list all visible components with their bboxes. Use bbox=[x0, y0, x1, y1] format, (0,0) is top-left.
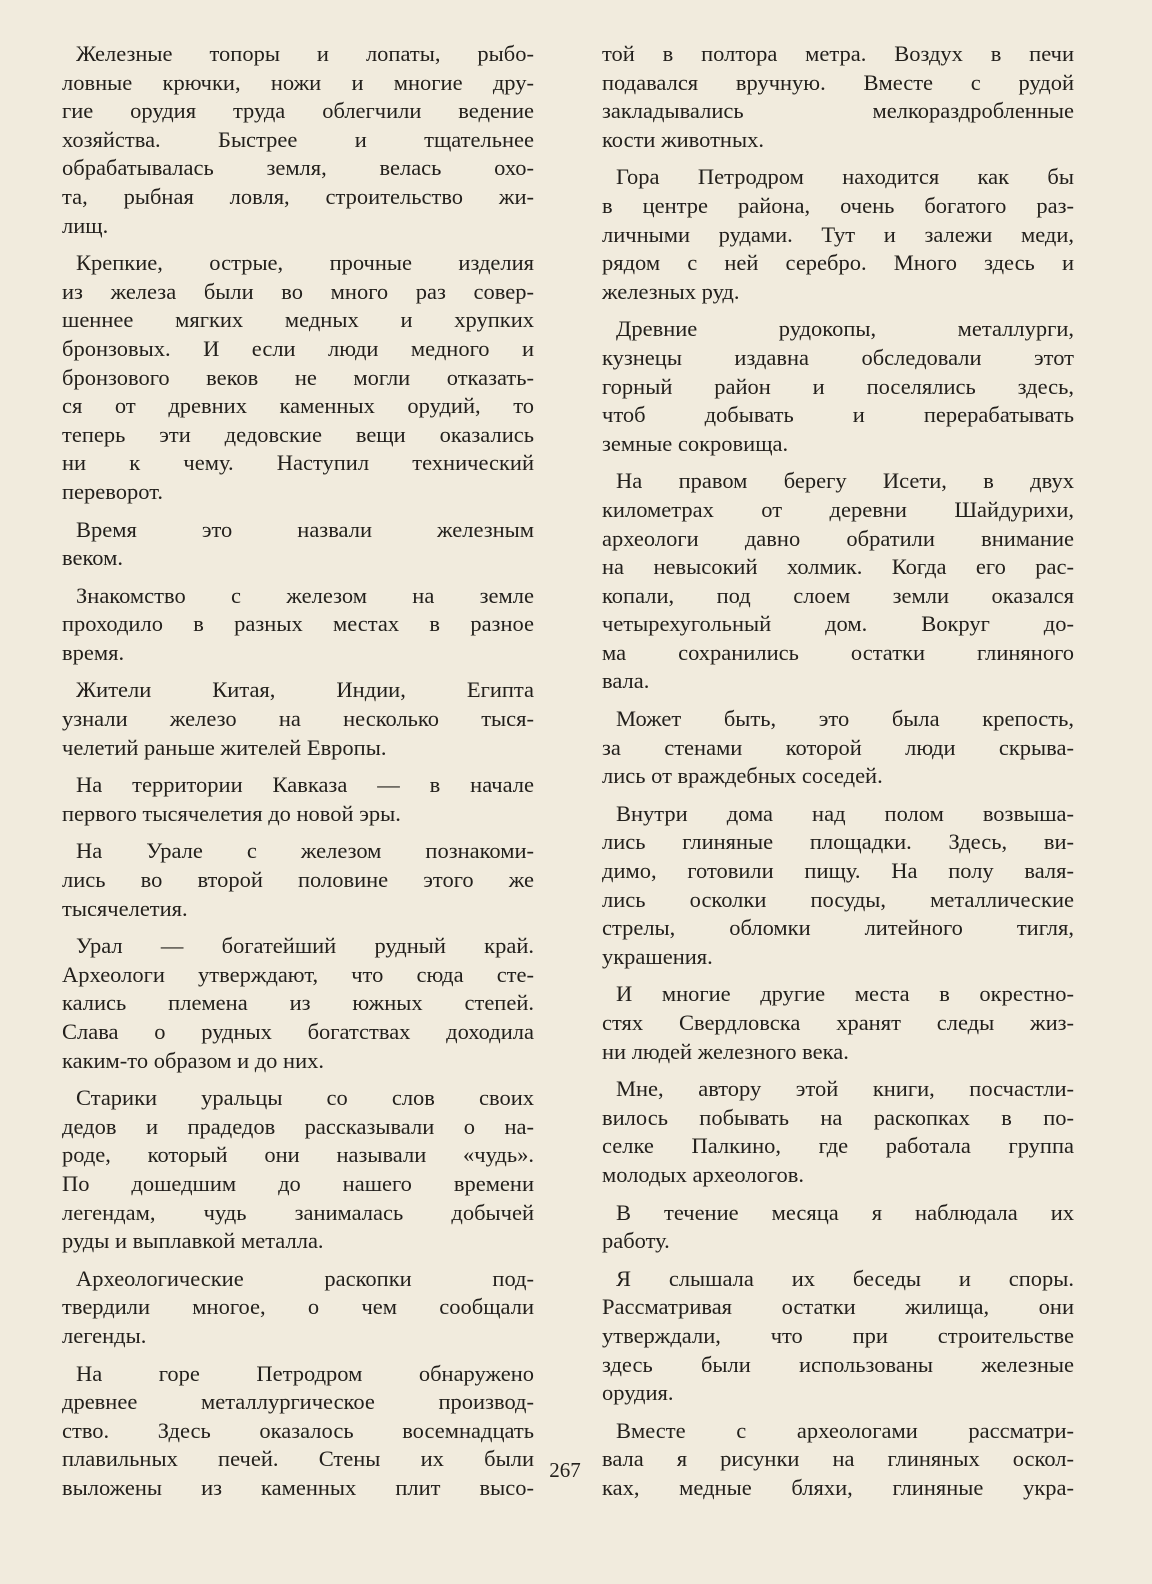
text-line: бронзового веков не могли отказать- bbox=[62, 364, 534, 390]
text-line: личными рудами. Тут и залежи меди, bbox=[602, 221, 1074, 247]
text-line: кузнецы издавна обследовали этот bbox=[602, 344, 1074, 370]
text-line: теперь эти дедовские вещи оказались bbox=[62, 421, 534, 447]
text-line: твердили многое, о чем сообщали bbox=[62, 1294, 534, 1320]
text-line: время. bbox=[62, 639, 125, 665]
text-line: На территории Кавказа — в начале bbox=[76, 772, 534, 798]
text-line: Старики уральцы со слов своих bbox=[76, 1085, 534, 1111]
text-line: Мне, автору этой книги, посчастли- bbox=[616, 1076, 1074, 1102]
text-line: лись во второй половине этого же bbox=[62, 867, 534, 893]
text-line: стях Свердловска хранят следы жиз- bbox=[602, 1010, 1074, 1035]
text-line: лись глиняные площадки. Здесь, ви- bbox=[602, 829, 1074, 855]
text-line: ни к чему. Наступил технический bbox=[62, 450, 534, 476]
text-line: бронзовых. И если люди медного и bbox=[62, 335, 534, 361]
text-line: ство. Здесь оказалось восемнадцать bbox=[62, 1417, 534, 1443]
text-line: руды и выплавкой металла. bbox=[62, 1228, 324, 1254]
text-line: вала я рисунки на глиняных оскол- bbox=[602, 1446, 1074, 1472]
paragraph bbox=[62, 40, 534, 240]
text-line: Время это назвали железным bbox=[76, 516, 534, 542]
text-line: из железа были во много раз совер- bbox=[62, 278, 534, 304]
text-line: земные сокровища. bbox=[602, 430, 789, 456]
paragraph bbox=[602, 1199, 1074, 1256]
text-line: первого тысячелетия до новой эры. bbox=[62, 800, 401, 826]
text-line: На горе Петродром обнаружено bbox=[76, 1360, 534, 1386]
text-line: Вместе с археологами рассматри- bbox=[616, 1417, 1074, 1443]
page-number: 267 bbox=[549, 1458, 581, 1482]
text-line: железных руд. bbox=[602, 278, 740, 304]
paragraph bbox=[62, 676, 534, 762]
text-line: димо, готовили пищу. На полу валя- bbox=[602, 858, 1074, 884]
text-line: украшения. bbox=[602, 943, 713, 969]
text-line: молодых археологов. bbox=[602, 1161, 804, 1187]
text-line: веком. bbox=[62, 545, 123, 571]
text-line: Археологические раскопки под- bbox=[76, 1265, 534, 1291]
text-line: тысячелетия. bbox=[62, 895, 188, 921]
paragraph bbox=[602, 705, 1074, 791]
text-line: рядом с ней серебро. Много здесь и bbox=[602, 250, 1074, 276]
text-line: Знакомство с железом на земле bbox=[76, 582, 534, 608]
paragraph bbox=[602, 980, 1074, 1066]
text-line: легенды. bbox=[62, 1322, 147, 1348]
paragraph bbox=[602, 315, 1074, 458]
text-line: На Урале с железом познакоми- bbox=[76, 838, 534, 864]
text-line: лись осколки посуды, металлические bbox=[602, 886, 1074, 912]
text-line: Железные топоры и лопаты, рыбо- bbox=[76, 41, 534, 66]
text-line: проходило в разных местах в разное bbox=[62, 611, 534, 637]
text-line: ма сохранились остатки глиняного bbox=[602, 639, 1074, 665]
text-line: плавильных печей. Стены их были bbox=[62, 1446, 534, 1472]
text-line: шеннее мягких медных и хрупких bbox=[62, 307, 534, 333]
text-line: Урал — богатейший рудный край. bbox=[76, 933, 534, 959]
text-line: здесь были использованы железные bbox=[602, 1351, 1074, 1377]
text-line: Я слышала их беседы и споры. bbox=[616, 1265, 1074, 1291]
text-line: на невысокий холмик. Когда его рас- bbox=[602, 554, 1074, 580]
paragraph bbox=[62, 1084, 534, 1256]
text-line: роде, который они называли «чудь». bbox=[62, 1142, 534, 1168]
text-line: Может быть, это была крепость, bbox=[616, 706, 1074, 732]
text-line: Древние рудокопы, металлурги, bbox=[616, 316, 1074, 342]
text-line: Жители Китая, Индии, Египта bbox=[76, 677, 534, 703]
text-line: челетий раньше жителей Европы. bbox=[62, 734, 387, 760]
text-line: километрах от деревни Шайдурихи, bbox=[602, 496, 1074, 522]
text-line: чтоб добывать и перерабатывать bbox=[602, 402, 1074, 428]
text-line: каким-то образом и до них. bbox=[62, 1047, 325, 1073]
paragraph bbox=[602, 800, 1074, 972]
paragraph bbox=[62, 1265, 534, 1351]
paragraph bbox=[602, 1075, 1074, 1189]
text-line: гие орудия труда облегчили ведение bbox=[62, 98, 534, 124]
text-line: лись от враждебных соседей. bbox=[602, 763, 883, 789]
text-column-left bbox=[62, 40, 534, 1512]
paragraph bbox=[62, 249, 534, 506]
paragraph bbox=[62, 932, 534, 1075]
text-line: Рассматривая остатки жилища, они bbox=[602, 1294, 1074, 1320]
text-line: дедов и прадедов рассказывали о на- bbox=[62, 1113, 534, 1139]
text-line: вала. bbox=[602, 668, 650, 694]
text-line: выложены из каменных плит высо- bbox=[62, 1474, 534, 1500]
text-line: ся от древних каменных орудий, то bbox=[62, 393, 534, 419]
text-line: обрабатывалась земля, велась охо- bbox=[62, 155, 534, 181]
text-line: лищ. bbox=[62, 212, 109, 238]
text-line: Археологи утверждают, что сюда сте- bbox=[62, 961, 534, 987]
text-line: И многие другие места в окрестно- bbox=[616, 981, 1074, 1007]
text-line: По дошедшим до нашего времени bbox=[62, 1170, 534, 1196]
text-line: переворот. bbox=[62, 478, 163, 504]
text-line: подавался вручную. Вместе с рудой bbox=[602, 69, 1074, 95]
paragraph bbox=[62, 771, 534, 828]
text-line: четырехугольный дом. Вокруг до- bbox=[602, 611, 1074, 637]
text-line: орудия. bbox=[602, 1380, 674, 1406]
text-line: На правом берегу Исети, в двух bbox=[616, 468, 1074, 494]
text-line: ловные крючки, ножи и многие дру- bbox=[62, 69, 534, 95]
text-line: горный район и поселялись здесь, bbox=[602, 373, 1074, 399]
text-line: в центре района, очень богатого раз- bbox=[602, 192, 1074, 218]
paragraph bbox=[62, 837, 534, 923]
paragraph bbox=[602, 163, 1074, 306]
text-line: кости животных. bbox=[602, 126, 764, 152]
text-line: хозяйства. Быстрее и тщательнее bbox=[62, 126, 534, 152]
text-column-right bbox=[602, 40, 1074, 1512]
paragraph bbox=[62, 516, 534, 573]
text-line: стрелы, обломки литейного тигля, bbox=[602, 915, 1074, 941]
text-line: археологи давно обратили внимание bbox=[602, 525, 1074, 551]
text-line: утверждали, что при строительстве bbox=[602, 1322, 1074, 1348]
text-line: В течение месяца я наблюдала их bbox=[616, 1199, 1074, 1225]
text-line: ках, медные бляхи, глиняные укра- bbox=[602, 1474, 1074, 1500]
text-line: вилось побывать на раскопках в по- bbox=[602, 1104, 1074, 1130]
text-line: Гора Петродром находится как бы bbox=[616, 164, 1074, 190]
text-line: за стенами которой люди скрыва- bbox=[602, 734, 1074, 760]
text-line: селке Палкино, где работала группа bbox=[602, 1133, 1074, 1159]
text-line: закладывались мелкораздробленные bbox=[602, 98, 1074, 124]
paragraph bbox=[602, 467, 1074, 696]
text-line: той в полтора метра. Воздух в печи bbox=[602, 41, 1074, 66]
text-line: работу. bbox=[602, 1228, 670, 1254]
text-line: Крепкие, острые, прочные изделия bbox=[76, 250, 534, 276]
text-line: та, рыбная ловля, строительство жи- bbox=[62, 183, 534, 209]
text-line: древнее металлургическое производ- bbox=[62, 1389, 534, 1415]
text-line: кались племена из южных степей. bbox=[62, 990, 534, 1016]
text-line: Слава о рудных богатствах доходила bbox=[62, 1019, 534, 1044]
text-line: копали, под слоем земли оказался bbox=[602, 582, 1074, 608]
text-line: ни людей железного века. bbox=[602, 1038, 849, 1064]
text-line: Внутри дома над полом возвыша- bbox=[616, 800, 1074, 826]
paragraph bbox=[602, 40, 1074, 154]
paragraph bbox=[62, 582, 534, 668]
text-line: легендам, чудь занималась добычей bbox=[62, 1199, 534, 1225]
text-line: узнали железо на несколько тыся- bbox=[62, 706, 534, 732]
paragraph bbox=[602, 1265, 1074, 1408]
